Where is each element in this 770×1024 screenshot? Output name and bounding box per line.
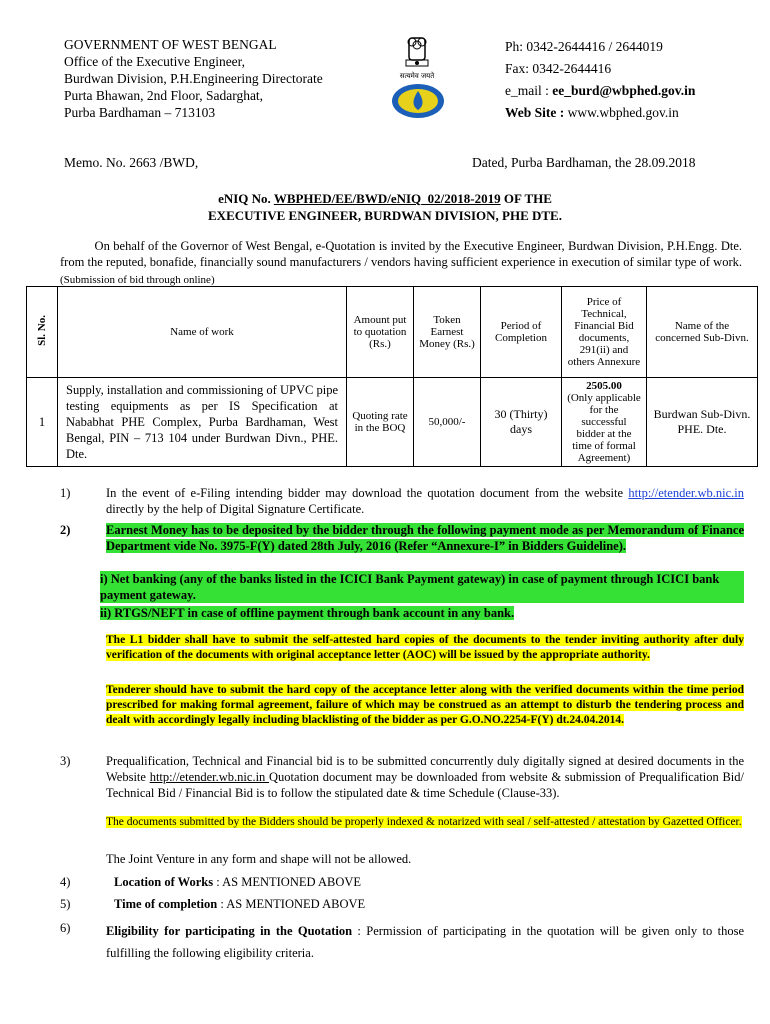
memo-number: Memo. No. 2663 /BWD,	[64, 155, 199, 170]
website-line	[505, 102, 695, 124]
contact-info	[505, 36, 695, 124]
address-line: Office of the Executive Engineer,	[64, 54, 246, 69]
cell-price	[562, 378, 647, 467]
document-indexing-note: The documents submitted by the Bidders should be properly indexed & notarized with seal / self-attested / attestation by Gazetted Officer.	[106, 816, 742, 828]
fax: Fax: 0342-2644416	[505, 61, 612, 76]
item-number: 2)	[60, 523, 71, 537]
table-row	[27, 378, 758, 467]
emblem-caption: सत्यमेव जयते	[399, 72, 435, 80]
cell-work: Supply, installation and commissioning of UPVC pipe testing equipments as per IS Specification at Nababhat PHE Complex, Purba Bardhaman, West Bengal, PIN – 713 104 under Burdwan Divn., PHE. Dte.	[58, 378, 347, 467]
address-line: GOVERNMENT OF WEST BENGAL	[64, 37, 277, 52]
phed-logo-icon	[390, 82, 446, 120]
cell-amount: Quoting rate in the BOQ	[347, 378, 414, 467]
intro-note: (Submission of bid through online)	[60, 274, 215, 286]
website[interactable]: www.wbphed.gov.in	[567, 105, 679, 120]
item-1-text: In the event of e-Filing intending bidder may download the quotation document from the website http://etender.wb.nic.in directly by the help of Digital Signature Certificate.	[106, 486, 744, 516]
table-header-row	[27, 287, 758, 378]
price-value: 2505.00	[586, 380, 622, 392]
etender-link[interactable]: http://etender.wb.nic.in	[628, 486, 744, 500]
col-header-subdivn: Name of the concerned Sub-Divn.	[647, 287, 758, 378]
works-table	[26, 286, 758, 467]
item-4-text: Location of Works : AS MENTIONED ABOVE	[114, 875, 362, 889]
cell-sl: 1	[27, 378, 58, 467]
cell-subdivn: Burdwan Sub-Divn. PHE. Dte.	[647, 378, 758, 467]
phone: Ph: 0342-2644416 / 2644019	[505, 39, 663, 54]
col-header-amount: Amount put to quotation (Rs.)	[347, 287, 414, 378]
item-6-text: Eligibility for participating in the Quotation : Permission of participating in the quotation will be given only to those fulfilling the following eligibility criteria.	[106, 924, 744, 960]
col-header-sl: Sl. No.	[27, 287, 58, 378]
email-label: e_mail :	[505, 83, 553, 98]
memo-date: Dated, Purba Bardhaman, the 28.09.2018	[472, 155, 696, 170]
office-address	[64, 36, 323, 121]
item-3-text: Prequalification, Technical and Financial bid is to be submitted concurrently duly digitally signed at desired documents in the Website http://etender.wb.nic.in Quotation document may be downloaded from website & submission of Prequalification Bid/ Technical Bid / Financial Bid is to follow the stipulated date & time Schedule (Clause-33).	[106, 754, 744, 800]
col-header-price: Price of Technical, Financial Bid documents, 291(ii) and others Annexure	[562, 287, 647, 378]
etender-link-2[interactable]: http://etender.wb.nic.in	[149, 770, 270, 784]
intro-paragraph	[60, 238, 742, 288]
item-2-text: Earnest Money has to be deposited by the bidder through the following payment mode as per Memorandum of Finance Department vide No. 3975-F(Y) dated 28th July, 2016 (Refer “Annexure-I” in Bidders Guideline).	[106, 523, 744, 553]
item-number: 5)	[60, 897, 71, 911]
cell-emd: 50,000/-	[414, 378, 481, 467]
item-number: 6)	[60, 921, 71, 935]
address-line: Purta Bhawan, 2nd Floor, Sadarghat,	[64, 88, 264, 103]
title-suffix: OF THE	[500, 191, 552, 206]
email[interactable]: ee_burd@wbphed.gov.in	[552, 83, 696, 98]
intro-text: On behalf of the Governor of West Bengal, e-Quotation is invited by the Executive Engineer, Burdwan Division, P.H.Engg. Dte. from the reputed, bonafide, financially sound manufacturers / vendors having sufficient experience in execution of similar type of work.	[60, 239, 743, 269]
price-note: (Only applicable for the successful bidder at the time of formal Agreement)	[567, 392, 641, 464]
niq-title	[60, 190, 710, 224]
joint-venture-note: The Joint Venture in any form and shape will not be allowed.	[106, 852, 412, 866]
l1-bidder-note: The L1 bidder shall have to submit the self-attested hard copies of the documents to the tender inviting authority after duly verification of the documents with original acceptance letter (AOC) will be issued by the appropriate authority.	[106, 634, 744, 661]
payment-mode-1: i) Net banking (any of the banks listed in the ICICI Bank Payment gateway) in case of payment through ICICI bank payment gateway.	[100, 571, 744, 603]
cell-period: 30 (Thirty) days	[481, 378, 562, 467]
payment-mode-2: ii) RTGS/NEFT in case of offline payment through bank account in any bank.	[100, 606, 515, 620]
acceptance-letter-note: Tenderer should have to submit the hard copy of the acceptance letter along with the verified documents within the time period prescribed for making formal agreement, failure of which may be construed as an attempt to disturb the tendering process and dealt with accordingly legally including blacklisting of the bidder as per G.O.NO.2254-F(Y) dt.24.04.2014.	[106, 684, 744, 726]
address-line: Burdwan Division, P.H.Engineering Directorate	[64, 71, 323, 86]
col-header-emd: Token Earnest Money (Rs.)	[414, 287, 481, 378]
title-prefix: eNIQ No.	[218, 191, 274, 206]
website-label: Web Site :	[505, 105, 568, 120]
title-line-2: EXECUTIVE ENGINEER, BURDWAN DIVISION, PHE DTE.	[208, 208, 562, 223]
item-number: 3)	[60, 754, 71, 768]
col-header-work: Name of work	[58, 287, 347, 378]
item-5-text: Time of completion : AS MENTIONED ABOVE	[114, 897, 366, 911]
item-number: 1)	[60, 486, 71, 500]
niq-number: WBPHED/EE/BWD/eNIQ_02/2018-2019	[273, 191, 501, 206]
address-line: Purba Bardhaman – 713103	[64, 105, 216, 120]
state-emblem-icon	[392, 34, 442, 82]
email-line	[505, 80, 695, 102]
col-header-period: Period of Completion	[481, 287, 562, 378]
item-number: 4)	[60, 875, 71, 889]
